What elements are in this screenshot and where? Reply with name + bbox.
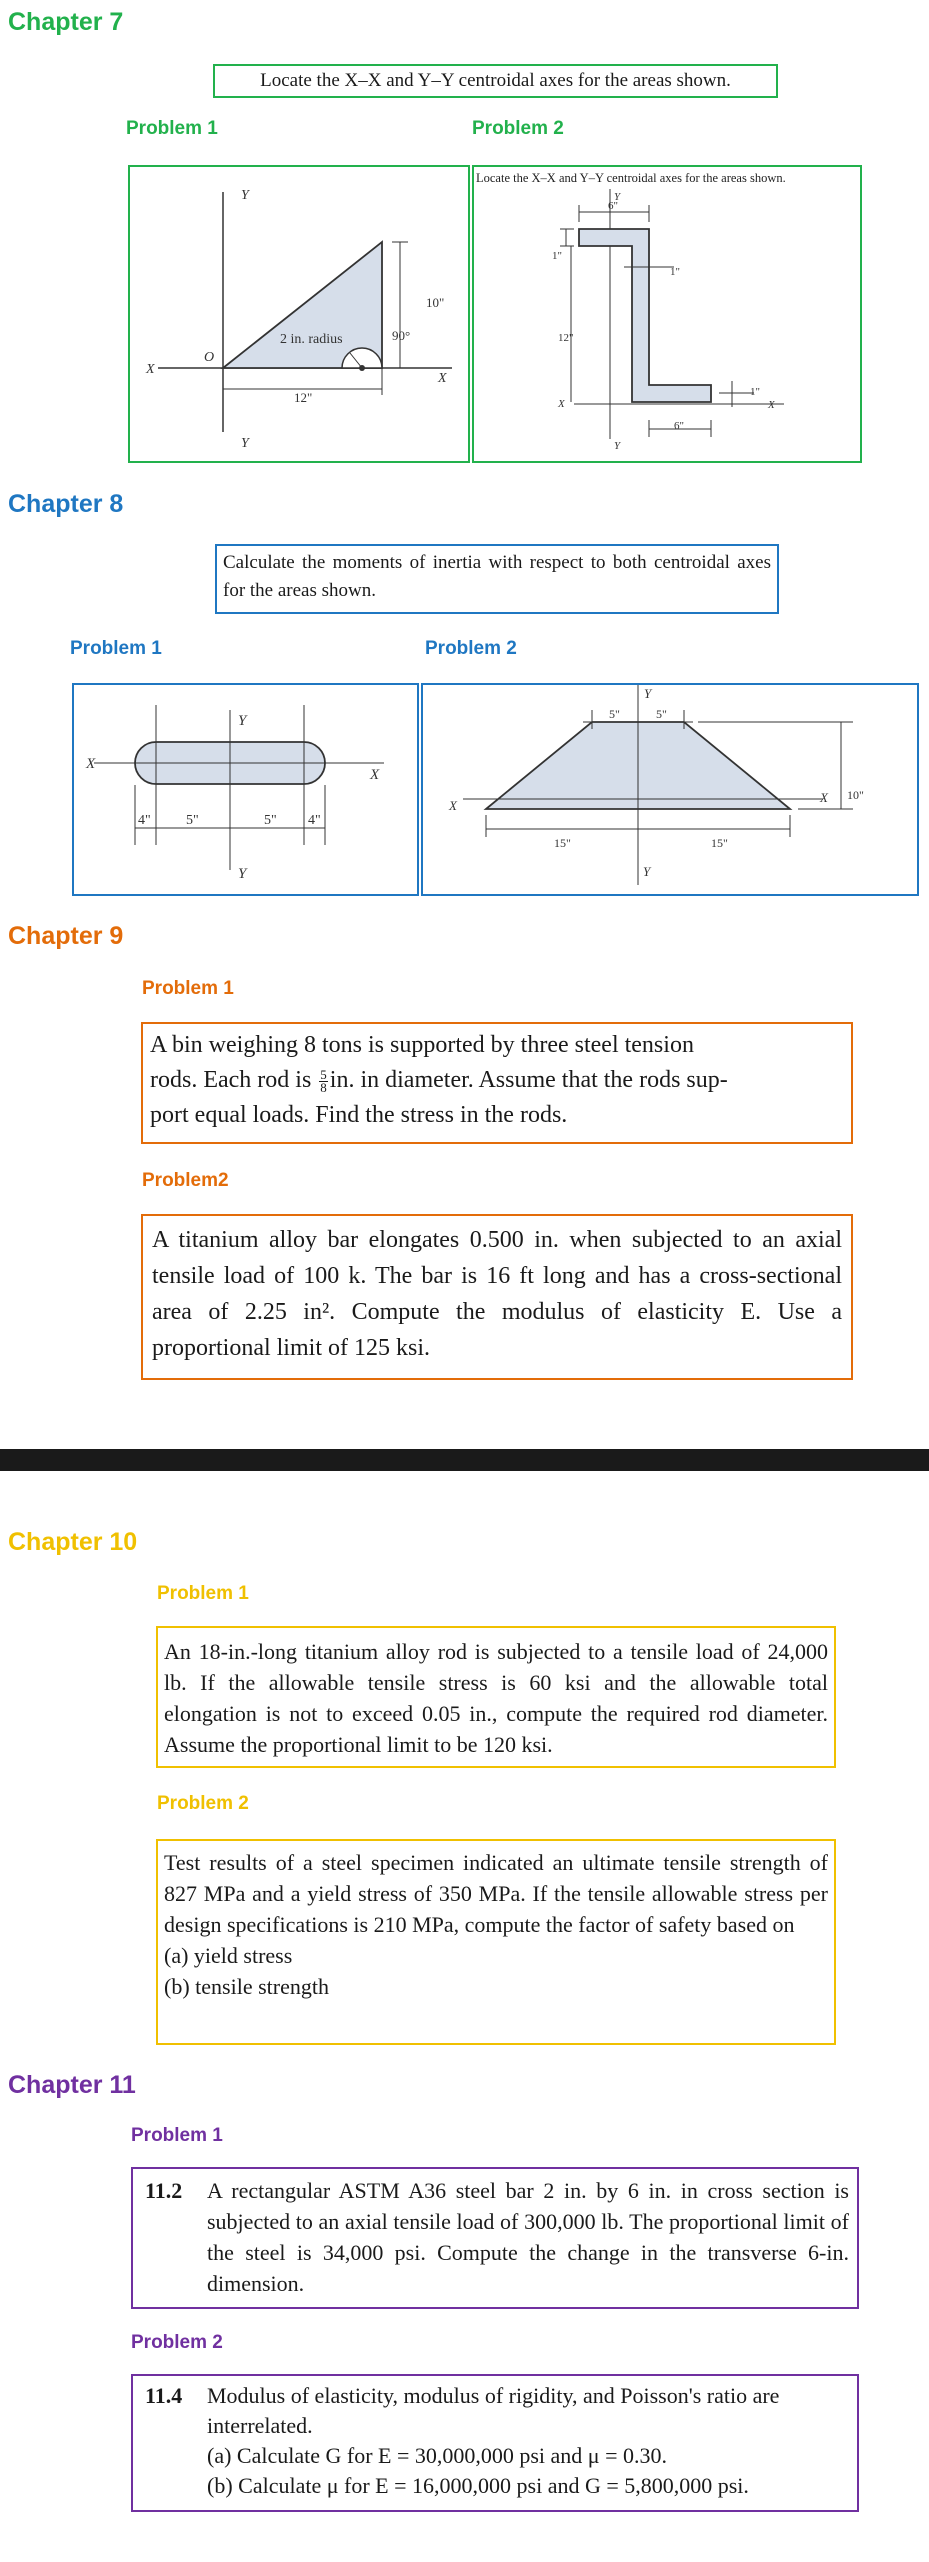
fig3-x-right-label: X [370,767,380,783]
fig4-y-top-label: Y [644,686,652,701]
chapter-8-problem-1-label: Problem 1 [70,638,162,659]
problem-11-2-body: A rectangular ASTM A36 steel bar 2 in. by 6 in. in cross section is subjected to an axial tensile load of 300,000 lb. The proportional limit of the steel is 34,000 psi. Compute the change in the transverse 6-in. dimension. [207,2178,849,2296]
chapter-11-problem-1-label: Problem 1 [131,2125,223,2146]
chapter-8-problem-2-label: Problem 2 [425,638,517,659]
fig3-y-top-label: Y [238,713,247,729]
fig4-x-right-label: X [820,790,828,805]
fig2-bottom-width-dimension: 6" [674,420,684,432]
chapter-9-problem-2-label: Problem2 [142,1170,229,1191]
problem-11-4-number: 11.4 [145,2383,183,2408]
chapter-11-problem-1-text [131,2167,859,2309]
fraction-numerator: 5 [320,1066,327,1082]
chapter-9-title: Chapter 9 [8,922,124,950]
fig4-top-dimension-1: 5" [609,707,620,721]
chapter-8-instruction: Calculate the moments of inertia with respect to both centroidal axes for the areas shown. [215,544,779,614]
problem-11-2-number: 11.2 [145,2178,183,2203]
fig4-top-dimension-2: 5" [656,707,667,721]
chapter-10-title: Chapter 10 [8,1528,138,1556]
chapter-11-title: Chapter 11 [8,2071,136,2099]
chapter-10-problem-2-text [156,1839,836,2045]
chapter-10-p2-item-a: (a) yield stress [164,1943,293,1968]
chapter-10-problem-1-text: An 18-in.-long titanium alloy rod is subjected to a tensile load of 24,000 lb. If the allowable tensile stress is 60 ksi and the allowable total elongation is not to exceed 0.05 in., compute the required rod diameter. Assume the proportional limit to be 120 ksi. [156,1626,836,1768]
fig2-flange-dimension: 1" [552,250,562,262]
fig3-y-bottom-label: Y [238,866,247,882]
chapter-10-problem-1-label: Problem 1 [157,1583,249,1604]
fig4-x-left-label: X [449,798,457,813]
rod-diameter-fraction [319,1066,328,1095]
chapter-7-figure-1 [128,165,470,463]
fig2-web-dimension: 1" [670,266,680,278]
fig4-bottom-dimension-2: 15" [711,836,728,850]
chapter-7-problem-2-label: Problem 2 [472,118,564,139]
fig1-y-top-label: Y [241,188,249,203]
problem-11-4-item-b: (b) Calculate μ for E = 16,000,000 psi and G = 5,800,000 psi. [207,2473,749,2498]
fig2-height-dimension: 12" [558,332,574,344]
problem-11-4-body: Modulus of elasticity, modulus of rigidity, and Poisson's ratio are interrelated. [207,2383,780,2438]
fig2-caption: Locate the X–X and Y–Y centroidal axes for the areas shown. [476,171,786,185]
fig1-height-dimension: 10" [426,295,445,310]
fig4-bottom-dimension-1: 15" [554,836,571,850]
fig1-x-right-label: X [438,371,447,386]
fig3-dimension-2: 5" [186,813,199,828]
chapter-9-p1-line-3: port equal loads. Find the stress in the rods. [150,1102,568,1128]
fig3-x-left-label: X [86,756,96,772]
chapter-9-p1-line-1: A bin weighing 8 tons is supported by three steel tension [150,1032,694,1058]
chapter-8-figure-1 [72,683,419,896]
fig2-x-left-label: X [558,398,565,410]
chapter-9-p1-line-2 [150,1063,844,1098]
chapter-7-title: Chapter 7 [8,8,124,36]
chapter-9-p1-line-2-start: rods. Each rod is [150,1067,312,1093]
chapter-11-problem-2-label: Problem 2 [131,2332,223,2353]
chapter-7-instruction: Locate the X–X and Y–Y centroidal axes for the areas shown. [213,64,778,98]
fraction-denominator: 8 [320,1079,327,1095]
chapter-9-p1-line-2-end: in. in diameter. Assume that the rods sup- [329,1067,728,1093]
fig1-width-dimension: 12" [294,390,313,405]
problem-11-4-item-a: (a) Calculate G for E = 30,000,000 psi and μ = 0.30. [207,2443,668,2468]
chapter-7-figure-2 [472,165,862,463]
chapter-10-p2-body: Test results of a steel specimen indicated an ultimate tensile strength of 827 MPa and a yield stress of 350 MPa. If the tensile allowable stress per design specifications is 210 MPa, compute the factor of safety based on [164,1850,828,1937]
fig1-x-left-label: X [146,362,155,377]
fig2-top-width-dimension: 6" [608,200,618,212]
fig1-radius-label: 2 in. radius [280,332,343,347]
chapter-9-problem-1-label: Problem 1 [142,978,234,999]
fig4-height-dimension: 10" [847,788,864,802]
fig3-dimension-4: 4" [308,813,321,828]
chapter-10-p2-item-b: (b) tensile strength [164,1974,329,1999]
fig2-y-bottom-label: Y [614,440,621,452]
fig3-dimension-3: 5" [264,813,277,828]
fig4-y-bottom-label: Y [643,864,651,879]
fig1-y-bottom-label: Y [241,436,249,451]
chapter-11-problem-2-text [131,2374,859,2512]
fig2-y-top-label: Y [614,191,621,203]
fig1-angle-label: 90° [392,328,411,343]
fig2-x-right-label: X [768,399,775,411]
section-divider [0,1449,929,1471]
fig2-bottom-flange-dimension: 1" [750,386,760,398]
fig1-origin-label: O [204,350,215,365]
chapter-8-figure-2 [421,683,919,896]
fig3-dimension-1: 4" [138,813,151,828]
chapter-9-problem-1-text [141,1022,853,1144]
chapter-9-problem-2-text: A titanium alloy bar elongates 0.500 in. when subjected to an axial tensile load of 100 k. The bar is 16 ft long and has a cross-sectional area of 2.25 in². Compute the modulus of elasticity E. Use a proportional limit of 125 ksi. [141,1214,853,1380]
chapter-7-problem-1-label: Problem 1 [126,118,218,139]
chapter-10-problem-2-label: Problem 2 [157,1793,249,1814]
chapter-8-title: Chapter 8 [8,490,124,518]
